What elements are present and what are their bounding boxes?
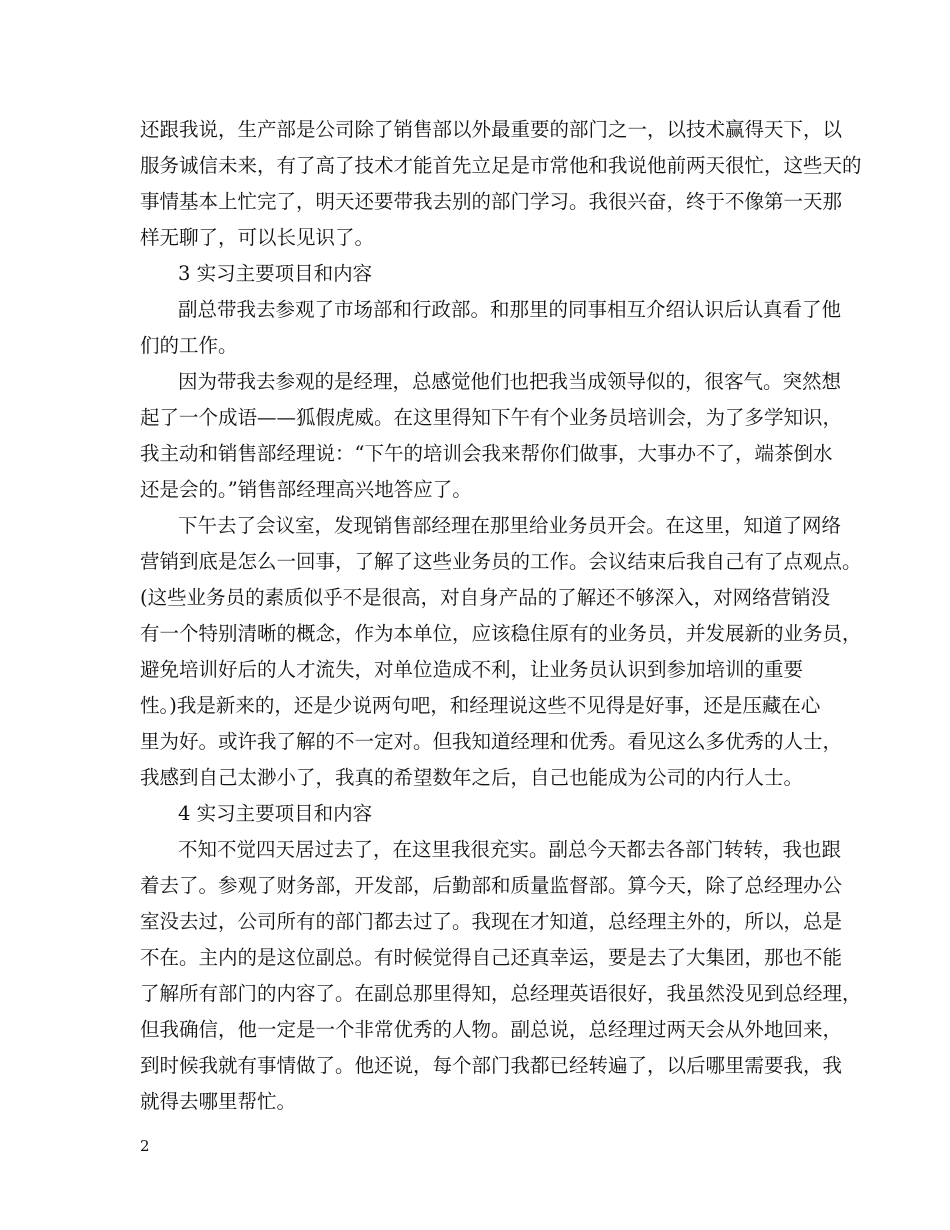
- body-text-line: 但我确信，他一定是一个非常优秀的人物。副总说，总经理过两天会从外地回来，: [140, 1018, 843, 1041]
- body-text-line: 副总带我去参观了市场部和行政部。和那里的同事相互介绍认识后认真看了他: [178, 298, 842, 321]
- section-heading: 4 实习主要项目和内容: [178, 802, 373, 825]
- page-number: 2: [140, 1137, 150, 1155]
- body-text-line: 到时候我就有事情做了。他还说，每个部门我都已经转遍了，以后哪里需要我，我: [140, 1054, 843, 1077]
- body-text-line: 了解所有部门的内容了。在副总那里得知，总经理英语很好，我虽然没见到总经理，: [140, 982, 862, 1005]
- body-text-line: 起了一个成语——狐假虎威。在这里得知下午有个业务员培训会，为了多学知识，: [140, 406, 843, 429]
- body-text-line: 营销到底是怎么一回事，了解了这些业务员的工作。会议结束后我自己有了点观点。: [140, 550, 862, 573]
- section-heading: 3 实习主要项目和内容: [178, 262, 373, 285]
- body-text-line: 避免培训好后的人才流失，对单位造成不利，让业务员认识到参加培训的重要: [140, 658, 804, 681]
- body-text-line: 着去了。参观了财务部，开发部，后勤部和质量监督部。算今天，除了总经理办公: [140, 874, 843, 897]
- body-text-line: 里为好。或许我了解的不一定对。但我知道经理和优秀。看见这么多优秀的人士，: [140, 730, 843, 753]
- body-text-line: 室没去过，公司所有的部门都去过了。我现在才知道，总经理主外的，所以，总是: [140, 910, 843, 933]
- body-text-line: 性。)我是新来的，还是少说两句吧，和经理说这些不见得是好事，还是压藏在心: [140, 694, 821, 717]
- body-text-line: 不知不觉四天居过去了，在这里我很充实。副总今天都去各部门转转，我也跟: [178, 838, 842, 861]
- body-text-line: 事情基本上忙完了，明天还要带我去别的部门学习。我很兴奋，终于不像第一天那: [140, 190, 843, 213]
- body-text-line: 样无聊了，可以长见识了。: [140, 226, 375, 249]
- body-text-line: 还跟我说，生产部是公司除了销售部以外最重要的部门之一，以技术赢得天下，以: [140, 118, 843, 141]
- body-text-line: 我感到自己太渺小了，我真的希望数年之后，自己也能成为公司的内行人士。: [140, 766, 804, 789]
- body-text-line: 就得去哪里帮忙。: [140, 1090, 297, 1113]
- body-text-line: 下午去了会议室，发现销售部经理在那里给业务员开会。在这里，知道了网络: [178, 514, 842, 537]
- body-text-line: 因为带我去参观的是经理，总感觉他们也把我当成领导似的，很客气。突然想: [178, 370, 842, 393]
- body-text-line: (这些业务员的素质似乎不是很高，对自身产品的了解还不够深入，对网络营销没: [140, 586, 831, 609]
- body-text-line: 不在。主内的是这位副总。有时候觉得自己还真幸运，要是去了大集团，那也不能: [140, 946, 843, 969]
- body-text-line: 我主动和销售部经理说：“下午的培训会我来帮你们做事，大事办不了，端茶倒水: [140, 442, 833, 465]
- body-text-line: 还是会的。”销售部经理高兴地答应了。: [140, 478, 472, 501]
- body-text-line: 服务诚信未来，有了高了技术才能首先立足是市常他和我说他前两天很忙，这些天的: [140, 154, 862, 177]
- body-text-line: 们的工作。: [140, 334, 238, 357]
- body-text-line: 有一个特别清晰的概念，作为本单位，应该稳住原有的业务员，并发展新的业务员，: [140, 622, 862, 645]
